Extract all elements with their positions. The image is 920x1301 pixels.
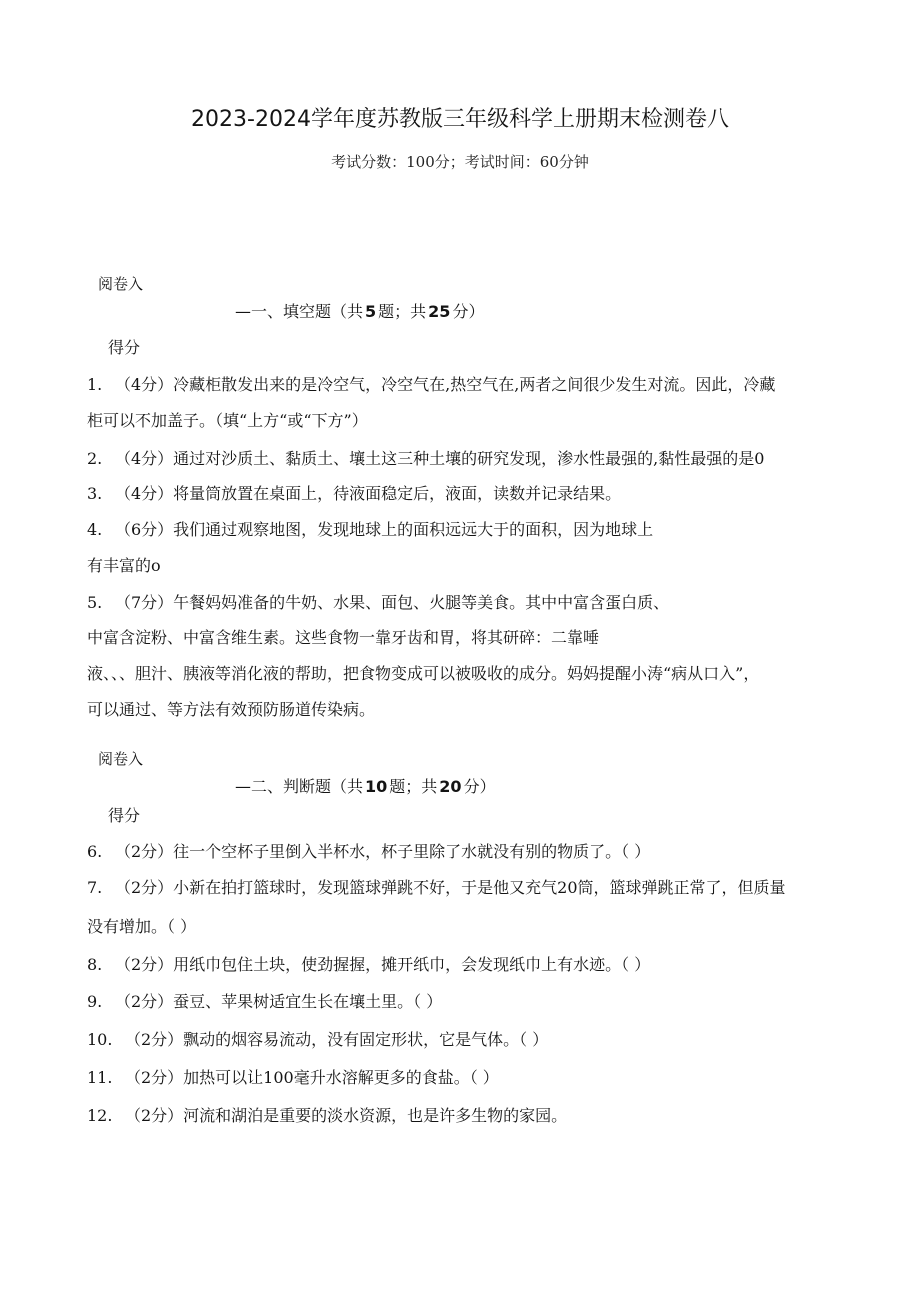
question-line [87,992,442,1012]
question-text-continued: 柜可以不加盖子。（填“上方“或“下方”） [87,411,368,430]
question-line [87,520,653,540]
question-line [87,1030,548,1050]
question-line [87,842,650,862]
question-text-continued: 可以通过、等方法有效预防肠道传染病。 [87,700,376,719]
question-text: （4分）冷藏柜散发出来的是冷空气，冷空气在,热空气在,两者之间很少发生对流。因此，冷藏 [115,375,776,394]
heading-middle: 题；共 [378,302,427,321]
question-line [87,955,650,975]
question-line [87,1068,499,1088]
question-text: （6分）我们通过观察地图，发现地球上的面积远远大于的面积，因为地球上 [115,520,654,539]
exam-info: 考试分数：100分；考试时间：60分钟 [331,153,589,171]
page-title: 2023-2024学年度苏教版三年级科学上册期末检测卷八 [191,107,729,132]
question-number: 7. [87,878,103,897]
question-number: 5. [87,593,103,612]
heading-question-count: 5 [365,302,377,321]
heading-prefix: —一、填空题（共 [235,302,364,321]
question-number: 1. [87,375,103,394]
question-number: 3. [87,484,103,503]
question-text: （2分）加热可以让100毫升水溶解更多的食盐。（ ） [125,1068,499,1087]
question-number: 10. [87,1030,113,1049]
question-text: （2分）往一个空杯子里倒入半杯水，杯子里除了水就没有别的物质了。（ ） [115,842,651,861]
reviewer-label: 阅卷入 [98,275,144,293]
question-text: （2分）河流和湖泊是重要的淡水资源，也是许多生物的家园。 [125,1106,568,1125]
question-line [87,878,786,898]
question-line [87,484,621,504]
heading-suffix: 分） [463,777,496,796]
question-text: （7分）午餐妈妈准备的牛奶、水果、面包、火腿等美食。其中中富含蛋白质、 [115,593,670,612]
question-number: 12. [87,1106,113,1125]
question-number: 6. [87,842,103,861]
question-text-continued: 中富含淀粉、中富含维生素。这些食物一靠牙齿和胃，将其研碎：二靠唾 [87,628,600,647]
question-text: （2分）蚕豆、苹果树适宜生长在壤土里。（ ） [115,992,443,1011]
score-label: 得分 [108,806,141,825]
question-text-continued: 液、、、胆汁、胰液等消化液的帮助，把食物变成可以被吸收的成分。妈妈提醒小涛“病从口入”， [87,664,760,683]
reviewer-label: 阅卷入 [98,750,144,768]
question-number: 11. [87,1068,113,1087]
heading-points: 20 [439,777,462,796]
section-heading [235,777,496,797]
heading-middle: 题；共 [389,777,438,796]
question-text: （2分）用纸巾包住土块，使劲握握，摊开纸巾，会发现纸巾上有水迹。（ ） [115,955,651,974]
question-text-continued: 有丰富的o [87,556,161,575]
heading-suffix: 分） [452,302,485,321]
question-line [87,449,764,469]
question-text: （2分）小新在拍打篮球时，发现篮球弹跳不好，于是他又充气20筒，篮球弹跳正常了，但质量 [115,878,786,897]
heading-question-count: 10 [365,777,388,796]
question-line [87,1106,567,1126]
question-text: （4分）将量筒放置在桌面上，待液面稳定后，液面，读数并记录结果。 [115,484,622,503]
question-number: 2. [87,449,103,468]
question-text-continued: 没有增加。（ ） [87,917,197,936]
score-label: 得分 [108,338,141,357]
question-number: 9. [87,992,103,1011]
heading-points: 25 [428,302,451,321]
heading-prefix: —二、判断题（共 [235,777,364,796]
question-text: （2分）飘动的烟容易流动，没有固定形状，它是气体。（ ） [125,1030,549,1049]
question-text: （4分）通过对沙质土、黏质土、壤土这三种土壤的研究发现，渗水性最强的,黏性最强的是0 [115,449,765,468]
section-heading [235,302,484,322]
question-line [87,593,669,613]
question-line [87,375,775,395]
question-number: 4. [87,520,103,539]
question-number: 8. [87,955,103,974]
